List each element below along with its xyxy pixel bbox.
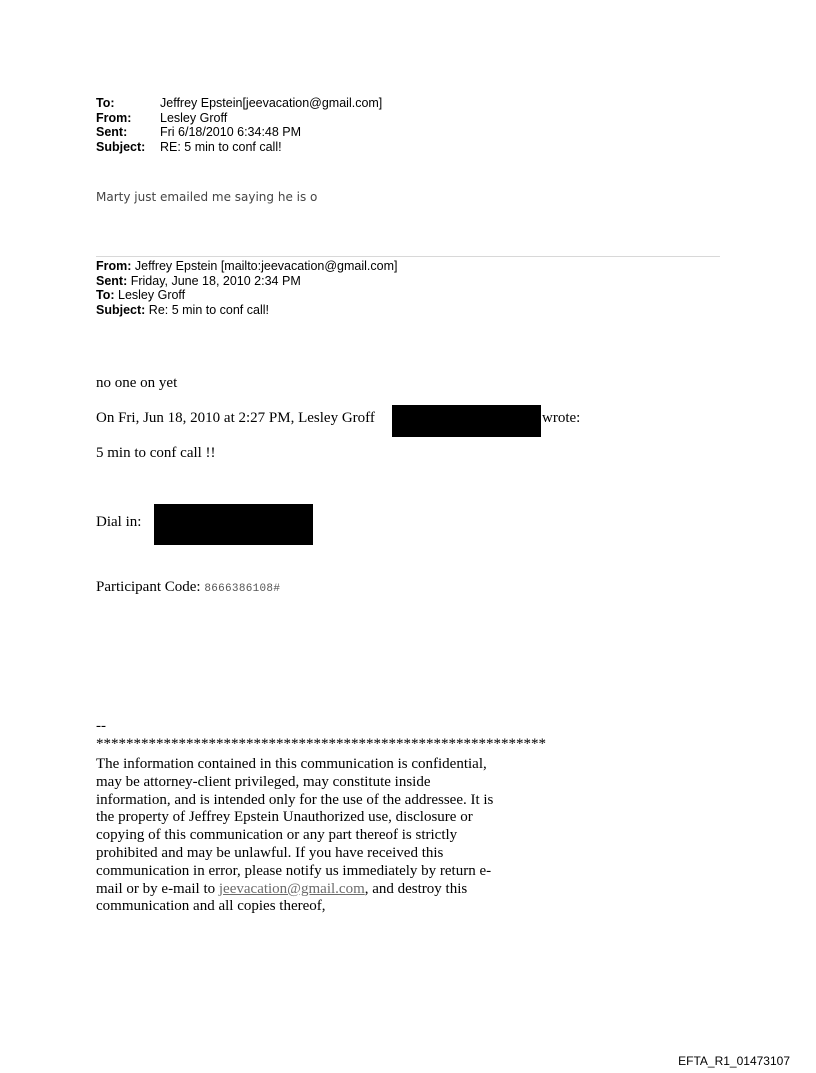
fwd-from-value: Jeffrey Epstein [mailto:jeevacation@gmail.com]	[131, 259, 398, 273]
signature-dashes: --	[96, 718, 106, 734]
subject-label: Subject:	[96, 139, 146, 154]
message-line-2: 5 min to conf call !!	[96, 445, 216, 461]
quote-intro: On Fri, Jun 18, 2010 at 2:27 PM, Lesley Groff	[96, 410, 375, 426]
sent-row	[96, 125, 382, 140]
redaction-box	[154, 504, 313, 545]
quote-wrote: wrote:	[542, 410, 581, 426]
forwarded-header	[96, 259, 397, 317]
divider	[96, 256, 720, 257]
separator-stars: ************************************************************	[96, 736, 546, 752]
fwd-from-row	[96, 259, 397, 274]
reply-body: Marty just emailed me saying he is o	[96, 190, 318, 204]
participant-row	[96, 579, 280, 596]
fwd-sent-value: Friday, June 18, 2010 2:34 PM	[127, 273, 301, 288]
subject-value: RE: 5 min to conf call!	[160, 139, 282, 154]
redaction-box	[392, 405, 541, 437]
subject-row	[96, 140, 382, 155]
fwd-to-row	[96, 288, 397, 303]
fwd-from-label: From:	[96, 259, 132, 273]
document-id: EFTA_R1_01473107	[678, 1054, 790, 1068]
fwd-sent-row	[96, 274, 397, 289]
fwd-to-value: Lesley Groff	[114, 288, 186, 302]
from-value: Lesley Groff	[160, 110, 228, 125]
confidentiality-disclaimer	[96, 756, 496, 916]
fwd-subject-value: Re: 5 min to conf call!	[145, 302, 269, 317]
sent-label: Sent:	[96, 125, 128, 139]
sent-value: Fri 6/18/2010 6:34:48 PM	[160, 125, 302, 139]
from-label: From:	[96, 110, 132, 125]
fwd-sent-label: Sent:	[96, 273, 128, 288]
message-line-1: no one on yet	[96, 375, 178, 391]
dial-in-label: Dial in:	[96, 514, 142, 530]
to-row	[96, 96, 382, 111]
fwd-subject-label: Subject:	[96, 302, 146, 317]
participant-label: Participant Code:	[96, 579, 201, 595]
fwd-to-label: To:	[96, 288, 115, 302]
disclaimer-text-2: , and destroy this communication and all copies thereof,	[96, 880, 468, 915]
to-label: To:	[96, 96, 115, 110]
to-value: Jeffrey Epstein[jeevacation@gmail.com]	[160, 96, 383, 110]
disclaimer-text-1: The information contained in this communication is confidential, may be attorney-client privileged, may constitute inside information, and is intended only for the use of the addressee. It is the property of Jeffrey Epstein Unauthorized use, disclosure or copying of this communication or any part thereof is strictly prohibited and may be unlawful. If you have received this communication in error, please notify us immediately by return e-mail or by e-mail to	[96, 756, 494, 897]
from-row	[96, 111, 382, 126]
email-link[interactable]: jeevacation@gmail.com	[218, 880, 365, 897]
email-header	[96, 96, 382, 154]
participant-code: 8666386108#	[204, 583, 281, 595]
fwd-subject-row	[96, 303, 397, 318]
